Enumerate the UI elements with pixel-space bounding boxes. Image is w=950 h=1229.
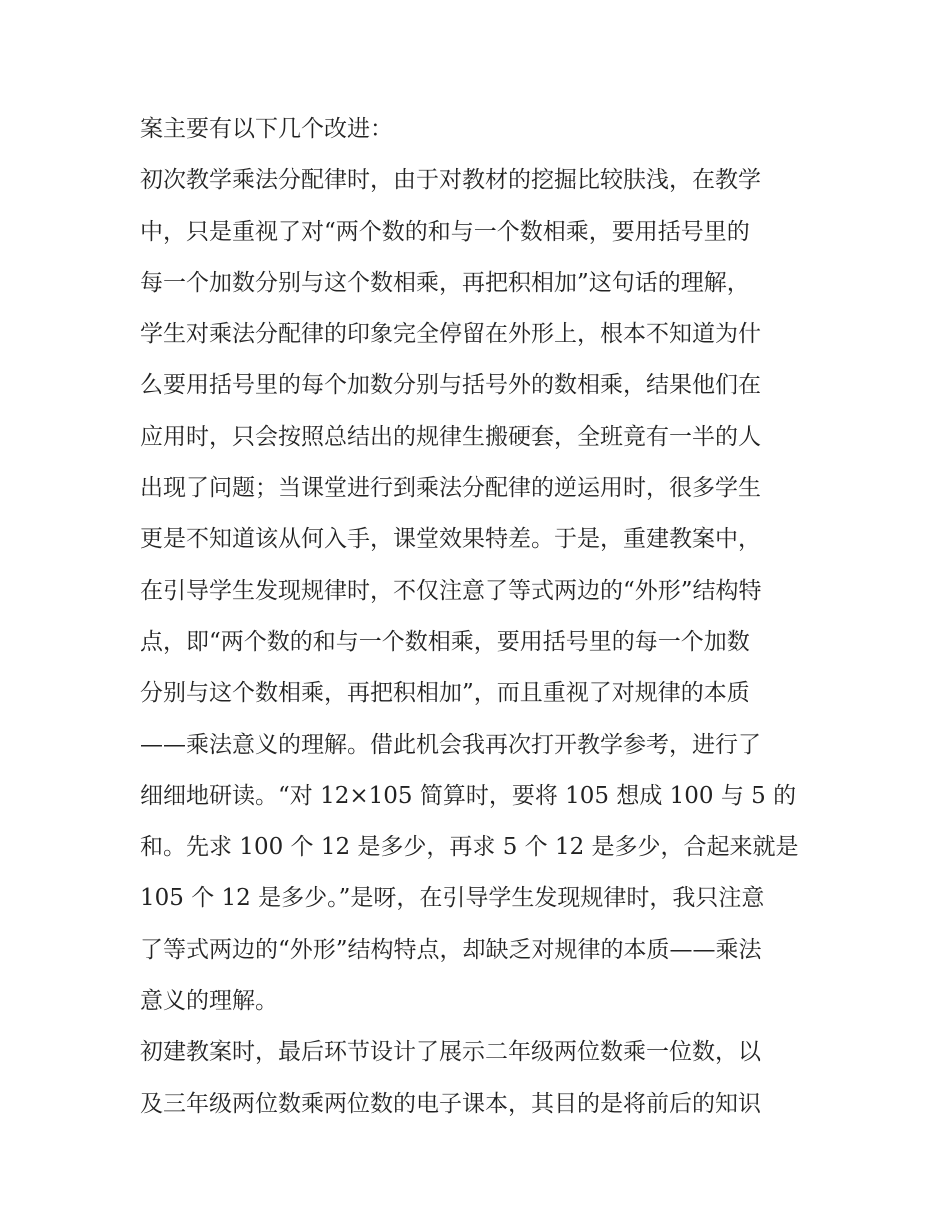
text-line: 细细地研读。“对 12×105 简算时，要将 105 想成 100 与 5 的 bbox=[140, 782, 797, 809]
text-line: 意义的理解。 bbox=[140, 988, 278, 1015]
text-line: 分别与这个数相乘，再把积相加”，而且重视了对规律的本质 bbox=[140, 680, 750, 707]
text-line: 在引导学生发现规律时，不仅注意了等式两边的“外形”结构特 bbox=[140, 577, 762, 604]
text-line: 案主要有以下几个改进： bbox=[140, 116, 393, 142]
text-line: 学生对乘法分配律的印象完全停留在外形上，根本不知道为什 bbox=[140, 321, 761, 348]
text-line: 更是不知道该从何入手，课堂效果特差。于是，重建教案中， bbox=[140, 526, 761, 553]
text-line: 应用时，只会按照总结出的规律生搬硬套，全班竟有一半的人 bbox=[140, 423, 761, 450]
text-line: 初建教案时，最后环节设计了展示二年级两位数乘一位数，以 bbox=[140, 1039, 761, 1066]
text-line: ——乘法意义的理解。借此机会我再次打开教学参考，进行了 bbox=[140, 731, 761, 758]
text-line: 每一个加数分别与这个数相乘，再把积相加”这句话的理解， bbox=[140, 269, 750, 296]
document-body bbox=[140, 104, 820, 1130]
text-line: 么要用括号里的每个加数分别与括号外的数相乘，结果他们在 bbox=[140, 372, 761, 399]
text-line: 了等式两边的“外形”结构特点，却缺乏对规律的本质——乘法 bbox=[140, 936, 762, 963]
text-line: 及三年级两位数乘两位数的电子课本，其目的是将前后的知识 bbox=[140, 1090, 761, 1117]
text-line: 初次教学乘法分配律时，由于对教材的挖掘比较肤浅，在教学 bbox=[140, 167, 761, 194]
text-line: 和。先求 100 个 12 是多少，再求 5 个 12 是多少，合起来就是 bbox=[140, 834, 799, 861]
text-line: 中，只是重视了对“两个数的和与一个数相乘，要用括号里的 bbox=[140, 218, 750, 245]
text-line: 出现了问题；当课堂进行到乘法分配律的逆运用时，很多学生 bbox=[140, 475, 761, 502]
text-line: 105 个 12 是多少。”是呀，在引导学生发现规律时，我只注意 bbox=[140, 885, 765, 912]
text-line: 点，即“两个数的和与一个数相乘，要用括号里的每一个加数 bbox=[140, 628, 750, 655]
